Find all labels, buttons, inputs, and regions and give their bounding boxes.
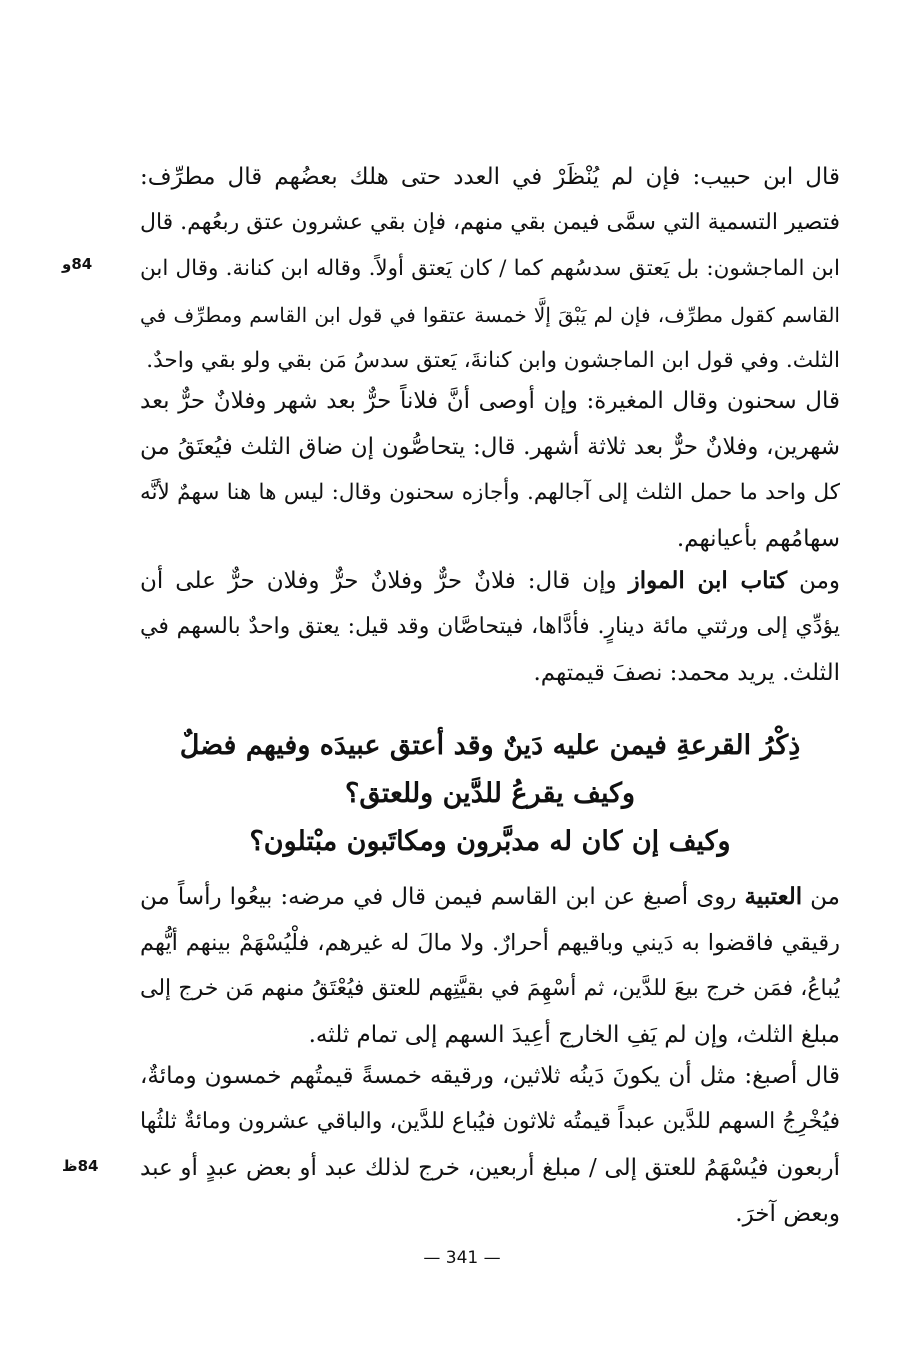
- paragraph-line: القاسم كقول مطرِّف، فإن لم يَبْقَ إلَّا خمسة عتقوا في قول ابن القاسم ومطرِّف في: [140, 303, 840, 327]
- paragraph-line: قال ابن حبيب: فإن لم يُنْظَرْ في العدد حتى هلك بعضُهم قال مطرِّف:: [140, 164, 840, 190]
- heading-line: ذِكْرُ القرعةِ فيمن عليه دَينٌ وقد أعتق عبيدَه وفيهم فضلٌ: [179, 730, 801, 761]
- paragraph-line: شهرين، وفلانٌ حرٌّ بعد ثلاثة أشهر. قال: يتحاصُّون إن ضاق الثلث فيُعتَقُ من: [140, 434, 840, 460]
- paragraph-line: أربعون فيُسْهَمُ للعتق إلى / مبلغ أربعين، خرج لذلك عبد أو بعض عبدٍ أو عبد: [140, 1155, 840, 1181]
- heading-line: وكيف يقرعُ للدَّين وللعتق؟: [345, 778, 635, 809]
- paragraph-2: [140, 378, 840, 562]
- paragraph-line: قال سحنون وقال المغيرة: وإن أوصى أنَّ فلاناً حرٌّ بعد شهر وفلانٌ حرٌّ بعد: [140, 388, 840, 414]
- heading-line: وكيف إن كان له مدبَّرون ومكاتَبون مبْتلون؟: [249, 826, 731, 857]
- paragraph-line: مبلغ الثلث، وإن لم يَفِ الخارج أعِيدَ السهم إلى تمام ثلثه.: [308, 1022, 840, 1048]
- page-number: — 341 —: [423, 1248, 501, 1268]
- paragraph-line: قال أصبغ: مثل أن يكونَ دَينُه ثلاثين، ورقيقه خمسةً قيمتُهم خمسون ومائةٌ،: [140, 1063, 840, 1089]
- paragraph-line: [140, 558, 840, 604]
- paragraph-line-text: وإن قال: فلانٌ حرٌّ وفلانٌ حرٌّ وفلان حرٌّ على أن: [140, 568, 629, 594]
- paragraph-line: فيُخْرِجُ السهم للدَّين عبداً قيمتُه ثلاثون فيُباع للدَّين، والباقي عشرون ومائةٌ ثلثُها: [140, 1109, 840, 1134]
- book-title: العتبية: [744, 883, 803, 910]
- paragraph-line: يؤدِّي إلى ورثتي مائة دينارٍ. فأدَّاها، فيتحاصَّان وقد قيل: يعتق واحدٌ بالسهم في: [140, 614, 840, 639]
- paragraph-line: ابن الماجشون: بل يَعتق سدسُهم كما / كان يَعتق أولاً. وقاله ابن كنانة. وقال ابن: [140, 256, 840, 281]
- paragraph-line-text: روى أصبغ عن ابن القاسم فيمن قال في مرضه: بيعُوا رأساً من: [140, 884, 745, 910]
- paragraph-line: وبعض آخرَ.: [735, 1201, 840, 1227]
- paragraph-line: رقيقي فاقضوا به دَيني وباقيهم أحرارٌ. ولا مالَ له غيرهم، فلْيُسْهَمْ بينهم أيُّهم: [140, 930, 840, 956]
- paragraph-line: يُباعُ، فمَن خرج بيعَ للدَّين، ثم أسْهِمَ في بقيَّتِهم للعتق فيُعْتَقُ منهم مَن خرج إلى: [140, 976, 840, 1001]
- paragraph-line: سهامُهم بأعيانهم.: [676, 526, 840, 552]
- paragraph-5: [140, 1053, 840, 1237]
- paragraph-line: كل واحد ما حمل الثلث إلى آجالهم. وأجازه سحنون وقال: ليس ها هنا سهمٌ لأنَّه: [140, 480, 840, 505]
- paragraph-1: [140, 154, 840, 384]
- margin-folio-note: 84ظ: [62, 1157, 99, 1175]
- book-title: كتاب ابن المواز: [628, 567, 788, 594]
- paragraph-3: [140, 558, 840, 696]
- paragraph-lead: ومن: [787, 568, 840, 594]
- section-heading: [140, 722, 840, 866]
- paragraph-lead: من: [802, 884, 840, 910]
- margin-folio-note: 84و: [62, 255, 93, 273]
- paragraph-line: الثلث. وفي قول ابن الماجشون وابن كنانةَ، يَعتق سدسُ مَن بقي ولو بقي واحدٌ.: [146, 348, 840, 373]
- paragraph-line: [140, 874, 840, 920]
- paragraph-line: الثلث. يريد محمد: نصفَ قيمتهم.: [533, 660, 840, 686]
- paragraph-4: [140, 874, 840, 1058]
- paragraph-line: فتصير التسمية التي سمَّى فيمن بقي منهم، فإن بقي عشرون عتق ربعُهم. قال: [140, 210, 840, 235]
